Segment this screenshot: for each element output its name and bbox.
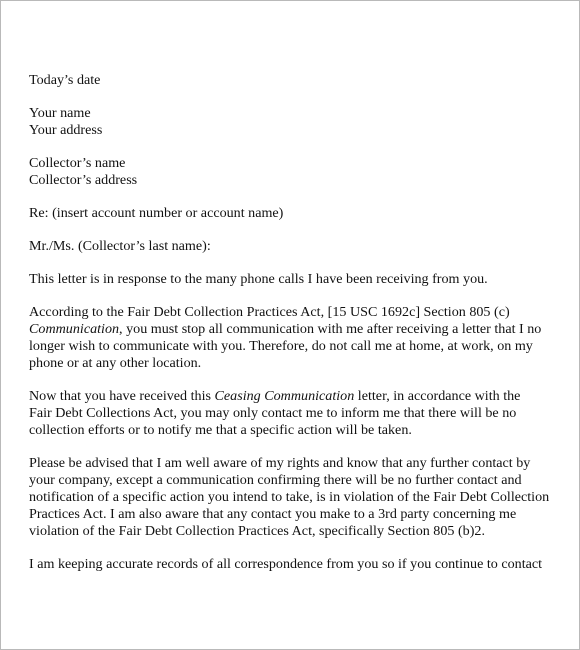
paragraph-2-line-4: phone or at any other location.: [29, 355, 202, 371]
salutation-block: [29, 238, 569, 255]
paragraph-3-line-1: [29, 388, 569, 405]
paragraph-3-line-1-a: Now that you have received this: [29, 388, 215, 404]
paragraph-2-line-2: [29, 321, 569, 338]
date-line: Today’s date: [29, 72, 101, 88]
re-block: [29, 205, 569, 222]
sender-name: Your name: [29, 105, 91, 121]
collector-name: Collector’s name: [29, 155, 126, 171]
salutation: Mr./Ms. (Collector’s last name):: [29, 238, 211, 254]
paragraph-4-line-1: Please be advised that I am well aware of my rights and know that any further contact by: [29, 455, 531, 471]
paragraph-2-line-3: longer wish to communicate with you. Therefore, do not call me at home, at work, on my: [29, 338, 533, 354]
re-line: Re: (insert account number or account name): [29, 205, 284, 221]
paragraph-4-line-4: Practices Act. I am also aware that any contact you make to a 3rd party concerning me: [29, 506, 517, 522]
paragraph-5-line-1: I am keeping accurate records of all correspondence from you so if you continue to contact: [29, 556, 543, 572]
paragraph-3: [29, 388, 569, 439]
paragraph-4-line-3: notification of a specific action you intend to take, is in violation of the Fair Debt Collection: [29, 489, 550, 505]
paragraph-3-line-2: Fair Debt Collections Act, you may only contact me to inform me that there will be no: [29, 405, 517, 421]
paragraph-4: [29, 455, 569, 540]
paragraph-3-line-3: collection efforts or to notify me that a specific action will be taken.: [29, 422, 412, 438]
collector-address: Collector’s address: [29, 172, 138, 188]
paragraph-1: [29, 271, 569, 288]
paragraph-2: [29, 304, 569, 372]
paragraph-4-line-2: your company, except a communication confirming there will be no further contact and: [29, 472, 522, 488]
paragraph-2-line-2-rest: , you must stop all communication with me after receiving a letter that I no: [119, 321, 542, 337]
sender-block: [29, 105, 569, 139]
paragraph-2-line-1: According to the Fair Debt Collection Practices Act, [15 USC 1692c] Section 805 (c): [29, 304, 510, 320]
communication-italic: Communication: [29, 321, 120, 337]
paragraph-4-line-5: violation of the Fair Debt Collection Practices Act, specifically Section 805 (b)2.: [29, 523, 485, 539]
sender-address: Your address: [29, 122, 103, 138]
paragraph-5: [29, 556, 569, 573]
paragraph-3-line-1-b: letter, in accordance with the: [354, 388, 521, 404]
ceasing-communication-italic: Ceasing Communication: [214, 388, 355, 404]
paragraph-1-text: This letter is in response to the many phone calls I have been receiving from you.: [29, 271, 488, 287]
letter-body: [29, 72, 569, 589]
date-block: [29, 72, 569, 89]
collector-block: [29, 155, 569, 189]
